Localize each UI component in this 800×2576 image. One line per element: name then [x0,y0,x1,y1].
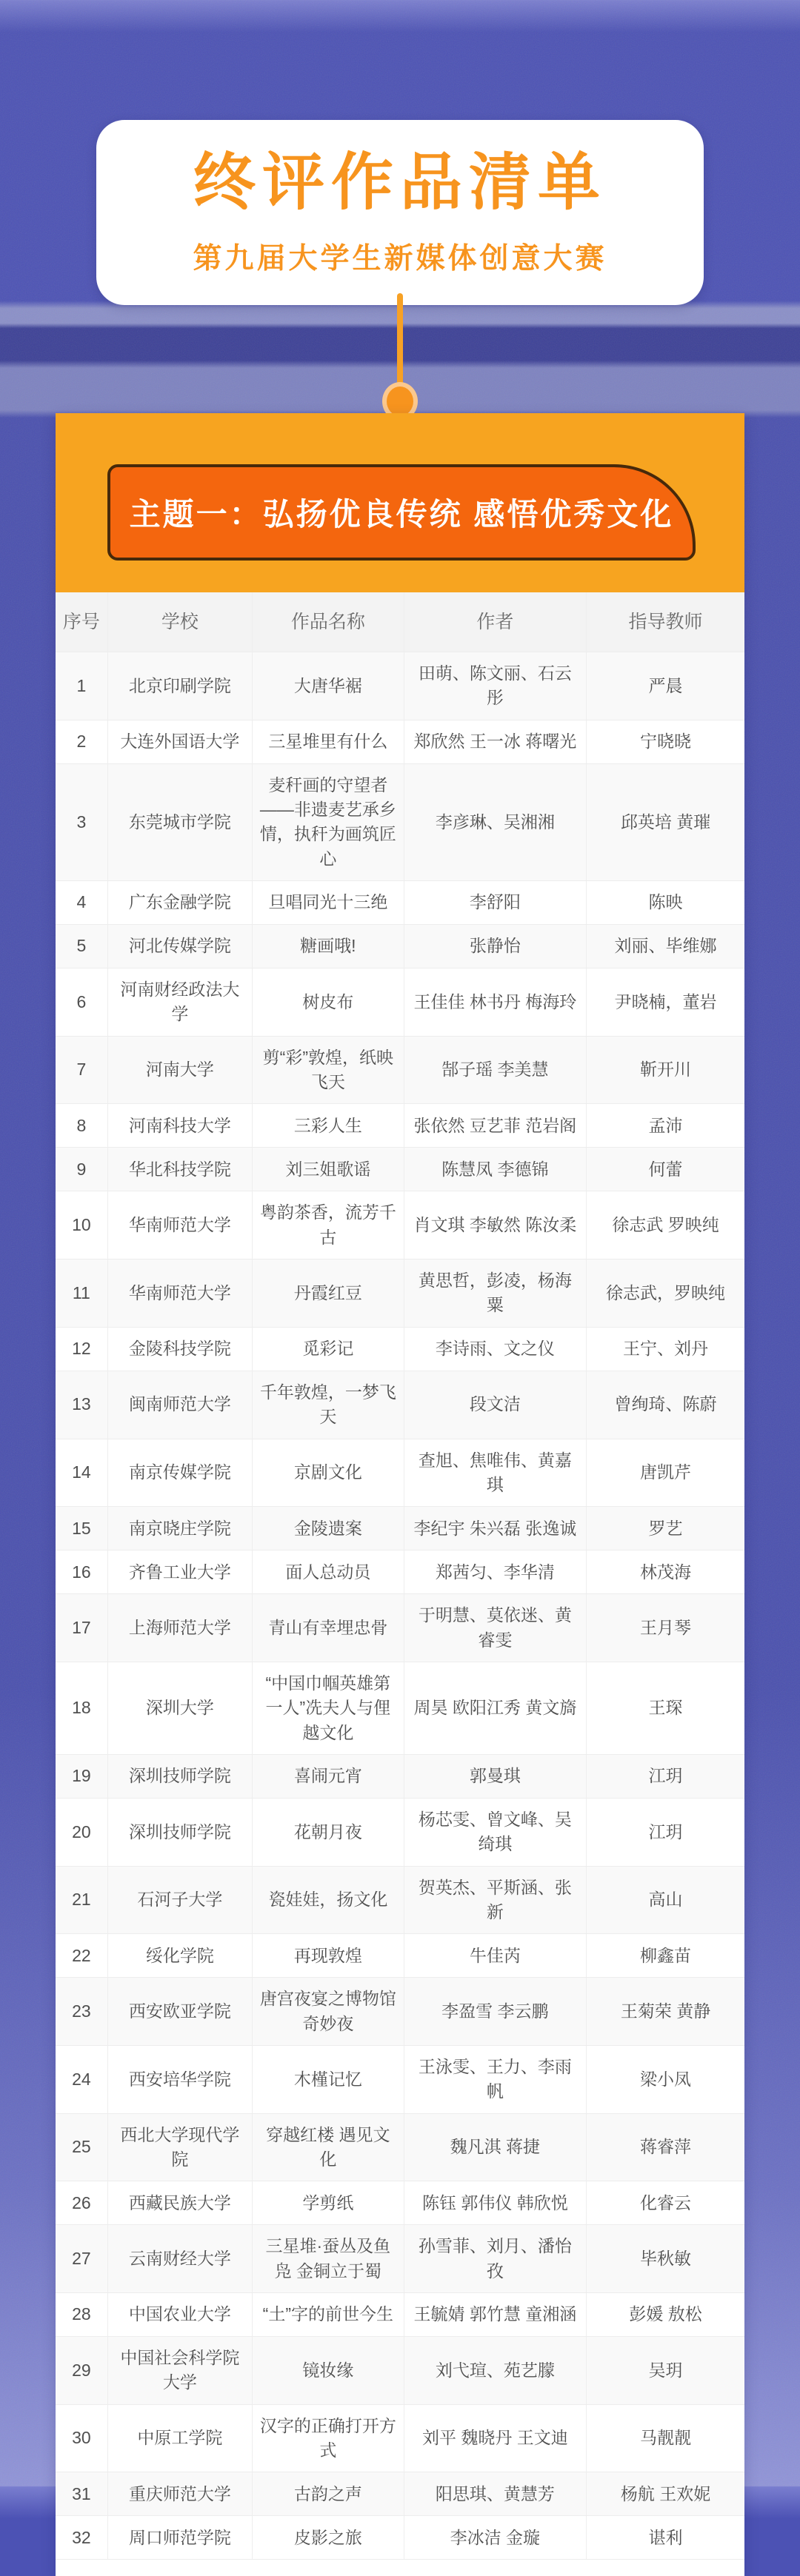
cell-work: “土”字的前世今生 [252,2293,404,2336]
page-subtitle: 第九届大学生新媒体创意大赛 [193,243,607,275]
cell-work: 穿越红楼 遇见文化 [252,2114,404,2181]
cell-school: 中国农业大学 [107,2293,252,2336]
cell-advisor: 陈映 [586,881,744,924]
cell-no: 25 [72,2137,91,2157]
cell-no: 26 [72,2192,91,2212]
cell-no: 2 [76,732,87,752]
cell-school: 河南大学 [107,1037,252,1104]
cell-advisor: 杨航 王欢妮 [586,2472,744,2515]
cell-work: 旦唱同光十三绝 [252,881,404,924]
table-row [56,1978,744,2046]
cell-authors: 郑茜匀、李华清 [404,1550,586,1593]
table-row [56,1662,744,1755]
cell-no: 29 [72,2360,91,2380]
cell-no: 4 [76,892,87,912]
cell-authors: 李纪宇 朱兴磊 张逸诚 [404,1507,586,1550]
cell-work: 三星堆里有什么 [252,720,404,763]
cell-authors: 王佳佳 林书丹 梅海玲 [404,968,586,1036]
cell-no: 30 [72,2428,91,2448]
cell-advisor: 刘丽、毕维娜 [586,925,744,968]
cell-advisor: 江玥 [586,1799,744,1866]
cell-no: 32 [72,2527,91,2547]
cell-school: 河南科技大学 [107,1104,252,1147]
cell-school: 西藏民族大学 [107,2181,252,2224]
cell-advisor: 吴玥 [586,2337,744,2404]
table-row [56,1799,744,1867]
theme-banner-label: 主题一：弘扬优良传统 感悟优秀文化 [129,497,674,532]
cell-no: 8 [76,1115,87,1135]
cell-advisor: 王琛 [586,1662,744,1754]
cell-advisor: 曾绚琦、陈蔚 [586,1371,744,1439]
cell-school: 中原工学院 [107,2405,252,2472]
table-row [56,1191,744,1259]
cell-school: 广东金融学院 [107,881,252,924]
cell-school: 华南师范大学 [107,1259,252,1327]
cell-advisor: 唐凯芹 [586,1439,744,1507]
cell-school: 华南师范大学 [107,1191,252,1259]
cell-authors: 郭曼琪 [404,1755,586,1798]
cell-school: 西安培华学院 [107,2046,252,2113]
cell-work: 唐宫夜宴之博物馆奇妙夜 [252,1978,404,2045]
cell-work: 千年敦煌，一梦飞天 [252,1371,404,1439]
cell-no: 13 [72,1394,91,1414]
cell-work: 京剧文化 [252,1439,404,1507]
cell-advisor: 宁晓晓 [586,720,744,763]
cell-work: 花朝月夜 [252,1799,404,1866]
cell-work: 糖画哦! [252,925,404,968]
cell-authors: 孙雪菲、刘月、潘怡孜 [404,2225,586,2292]
table-row [56,720,744,764]
works-list-card [56,413,744,2576]
cell-authors: 李盈雪 李云鹏 [404,1978,586,2045]
column-header-work: 作品名称 [252,592,404,652]
cell-school: 上海师范大学 [107,1594,252,1662]
works-table [56,592,744,2576]
cell-authors: 李彦琳、吴湘湘 [404,764,586,880]
cell-authors: 阳思琪、黄慧芳 [404,2472,586,2515]
cell-school: 云南财经大学 [107,2225,252,2292]
cell-no: 1 [76,675,87,695]
cell-no: 21 [72,1890,91,1910]
cell-authors: 段文洁 [404,1371,586,1439]
column-header-advisor: 指导教师 [586,592,744,652]
cell-no: 18 [72,1698,91,1718]
cell-work: 觅彩记 [252,1328,404,1371]
cell-advisor: 靳开川 [586,1037,744,1104]
cell-authors: 郑欣然 王一冰 蒋曙光 [404,720,586,763]
cell-authors: 贺英杰、平斯涵、张新 [404,1867,586,1934]
cell-work: 汉字的正确打开方式 [252,2405,404,2472]
cell-school: 河南财经政法大学 [107,968,252,1036]
cell-school: 南京传媒学院 [107,1439,252,1507]
cell-advisor: 罗艺 [586,1507,744,1550]
cell-advisor: 梁小凤 [586,2046,744,2113]
cell-school: 东莞城市学院 [107,764,252,880]
cell-work: 粤韵茶香，流芳千古 [252,1191,404,1259]
table-row [56,2472,744,2516]
table-row [56,1259,744,1328]
cell-work: 木槿记忆 [252,2046,404,2113]
cell-advisor: 严晨 [586,652,744,720]
cell-no: 7 [76,1060,87,1080]
cell-work: 大唐华裾 [252,652,404,720]
cell-school: 大连外国语大学 [107,720,252,763]
table-row [56,881,744,925]
cell-work: 三彩人生 [252,1104,404,1147]
cell-work: 丹霞红豆 [252,1259,404,1327]
cell-advisor: 柳鑫苗 [586,1934,744,1977]
table-header-row [56,592,744,652]
cell-no: 10 [72,1215,91,1235]
cell-no: 6 [76,991,87,1011]
column-header-authors: 作者 [404,592,586,652]
cell-work: 金陵遗案 [252,1507,404,1550]
cell-no: 23 [72,2001,91,2021]
cell-no: 14 [72,1462,91,1482]
cell-authors: 王泳雯、王力、李雨帆 [404,2046,586,2113]
table-row [56,968,744,1037]
cell-work: 镜妆缘 [252,2337,404,2404]
cell-school: 金陵科技学院 [107,1328,252,1371]
cell-authors: 魏凡淇 蒋捷 [404,2114,586,2181]
page-title: 终评作品清单 [193,147,607,217]
cell-authors: 张静怡 [404,925,586,968]
cell-work: 再现敦煌 [252,1934,404,1977]
cell-work: 青山有幸埋忠骨 [252,1594,404,1662]
cell-work: 树皮布 [252,968,404,1036]
cell-advisor: 江玥 [586,1755,744,1798]
header-card [96,120,704,305]
cell-school: 华北科技学院 [107,1148,252,1191]
cell-school: 周口师范学院 [107,2516,252,2559]
cell-authors: 周昊 欧阳江秀 黄文旖 [404,1662,586,1754]
table-row [56,2225,744,2293]
cell-authors: 郜子瑶 李美慧 [404,1037,586,1104]
table-row [56,1550,744,1594]
table-row [56,2337,744,2405]
table-row [56,1867,744,1935]
table-row [56,1037,744,1105]
cell-school: 河北传媒学院 [107,925,252,968]
cell-advisor: 林茂海 [586,1550,744,1593]
cell-authors: 刘弋瑄、苑艺朦 [404,2337,586,2404]
cell-no: 15 [72,1518,91,1538]
cell-authors: 李冰洁 金璇 [404,2516,586,2559]
cell-no: 16 [72,1562,91,1582]
table-row [56,1934,744,1978]
table-row [56,2516,744,2560]
cell-authors: 黄思哲，彭凌，杨海粟 [404,1259,586,1327]
cell-advisor: 谌利 [586,2516,744,2559]
table-row [56,1439,744,1508]
cell-no: 12 [72,1339,91,1359]
cell-work: 古韵之声 [252,2472,404,2515]
table-row [56,2114,744,2182]
table-row [56,2293,744,2337]
cell-school: 北京印刷学院 [107,652,252,720]
cell-no: 5 [76,936,87,956]
cell-work: 麦秆画的守望者——非遗麦艺承乡情，执秆为画筑匠心 [252,764,404,880]
cell-work: 喜闹元宵 [252,1755,404,1798]
table-row [56,1507,744,1550]
cell-work: 剪“彩”敦煌，纸映飞天 [252,1037,404,1104]
cell-authors: 肖文琪 李敏然 陈汝柔 [404,1191,586,1259]
table-row [56,1328,744,1371]
table-row [56,2405,744,2473]
table-row [56,925,744,968]
cell-no: 17 [72,1617,91,1637]
cell-work: 面人总动员 [252,1550,404,1593]
cell-no: 24 [72,2069,91,2089]
cell-advisor: 徐志武，罗映纯 [586,1259,744,1327]
cell-authors: 牛佳芮 [404,1934,586,1977]
table-row [56,764,744,881]
cell-advisor: 王月琴 [586,1594,744,1662]
cell-advisor: 蒋睿萍 [586,2114,744,2181]
cell-authors: 陈慧凤 李德锦 [404,1148,586,1191]
cell-school: 中国社会科学院大学 [107,2337,252,2404]
cell-school: 齐鲁工业大学 [107,1550,252,1593]
table-row [56,1594,744,1662]
cell-authors: 查旭、焦唯伟、黄嘉琪 [404,1439,586,1507]
cell-advisor: 尹晓楠，董岩 [586,968,744,1036]
cell-authors: 陈钰 郭伟仪 韩欣悦 [404,2181,586,2224]
cell-advisor: 高山 [586,1867,744,1934]
cell-authors: 李舒阳 [404,881,586,924]
cell-no: 11 [72,1282,90,1302]
cell-work: 刘三姐歌谣 [252,1148,404,1191]
cell-advisor: 邱英培 黄璀 [586,764,744,880]
cell-advisor: 孟沛 [586,1104,744,1147]
cell-no: 27 [72,2249,91,2269]
table-row [56,1148,744,1191]
cell-school: 闽南师范大学 [107,1371,252,1439]
cell-advisor: 化睿云 [586,2181,744,2224]
cell-advisor: 徐志武 罗映纯 [586,1191,744,1259]
cell-authors: 刘平 魏晓丹 王文迪 [404,2405,586,2472]
table-row [56,2181,744,2225]
cell-school: 西北大学现代学院 [107,2114,252,2181]
cell-school: 绥化学院 [107,1934,252,1977]
cell-work: 学剪纸 [252,2181,404,2224]
cell-school: 深圳技师学院 [107,1799,252,1866]
cell-authors: 王毓婧 郭竹慧 童湘涵 [404,2293,586,2336]
cell-work: 三星堆·蚕丛及鱼凫 金铜立于蜀 [252,2225,404,2292]
cell-advisor: 彭媛 敖松 [586,2293,744,2336]
cell-school: 重庆师范大学 [107,2472,252,2515]
cell-authors: 于明慧、莫依迷、黄睿雯 [404,1594,586,1662]
cell-no: 31 [72,2483,91,2503]
cell-advisor: 毕秋敏 [586,2225,744,2292]
table-row [56,1755,744,1799]
cell-school: 西安欧亚学院 [107,1978,252,2045]
cell-advisor: 王宁、刘丹 [586,1328,744,1371]
cell-no: 9 [76,1159,87,1179]
cell-work: 瓷娃娃，扬文化 [252,1867,404,1934]
column-header-school: 学校 [107,592,252,652]
column-header-no: 序号 [62,611,100,632]
cell-advisor: 何蕾 [586,1148,744,1191]
cell-authors: 田萌、陈文丽、石云彤 [404,652,586,720]
cell-advisor: 王菊荣 黄静 [586,1978,744,2045]
cell-authors: 李诗雨、文之仪 [404,1328,586,1371]
cell-school: 深圳大学 [107,1662,252,1754]
cell-no: 22 [72,1945,91,1965]
cell-advisor: 马靓靓 [586,2405,744,2472]
cell-no: 19 [72,1766,91,1786]
table-body [56,652,744,2560]
table-row [56,1104,744,1148]
cell-work: 皮影之旅 [252,2516,404,2559]
table-row [56,1371,744,1439]
table-row [56,652,744,720]
card-amber-header [56,413,744,592]
theme-banner [107,464,696,561]
table-row [56,2046,744,2114]
cell-school: 南京晓庄学院 [107,1507,252,1550]
cell-authors: 张依然 豆艺菲 范岩阁 [404,1104,586,1147]
cell-work: “中国巾帼英雄第一人”冼夫人与俚越文化 [252,1662,404,1754]
cell-school: 深圳技师学院 [107,1755,252,1798]
cell-no: 28 [72,2304,91,2324]
cell-no: 20 [72,1821,91,1841]
cell-no: 3 [76,812,87,832]
cell-school: 石河子大学 [107,1867,252,1934]
cell-authors: 杨芯雯、曾文峰、吴绮琪 [404,1799,586,1866]
